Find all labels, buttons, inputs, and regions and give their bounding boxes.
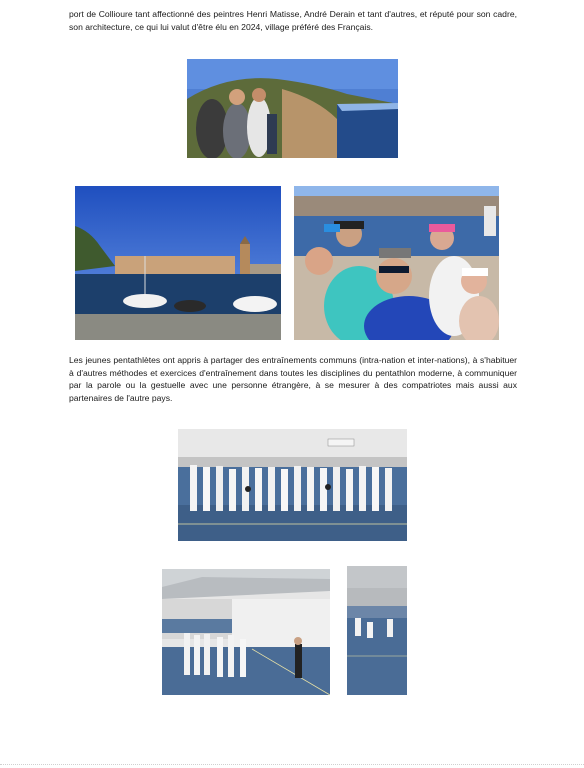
body-paragraph: Les jeunes pentathlètes ont appris à partager des entraînements communs (intra-nation et inter-nations), à s'habituer à d'autres méthodes et exercices d'entraînement dans toutes les disciplines du pentathlon moderne, à communiquer par la parole ou la gestuelle avec une personne étrangère, à se mesurer à des compatriotes mais aussi aux partenaires de l'autre pays.	[69, 355, 517, 403]
page-bottom-divider	[0, 764, 584, 765]
photo-harbor-boats	[75, 186, 281, 340]
photo-group-selfie	[294, 186, 499, 340]
photo-hikers-coast	[187, 59, 398, 158]
intro-paragraph: port de Collioure tant affectionné des peintres Henri Matisse, André Derain et tant d'autres, et réputé pour son cadre, son architecture, ce qui lui valut d'être élu en 2024, village préféré des Français.	[69, 9, 517, 32]
photo-fencing-group	[178, 429, 407, 541]
photo-fencing-bout	[347, 566, 407, 695]
photo-fencing-hall	[162, 569, 330, 695]
